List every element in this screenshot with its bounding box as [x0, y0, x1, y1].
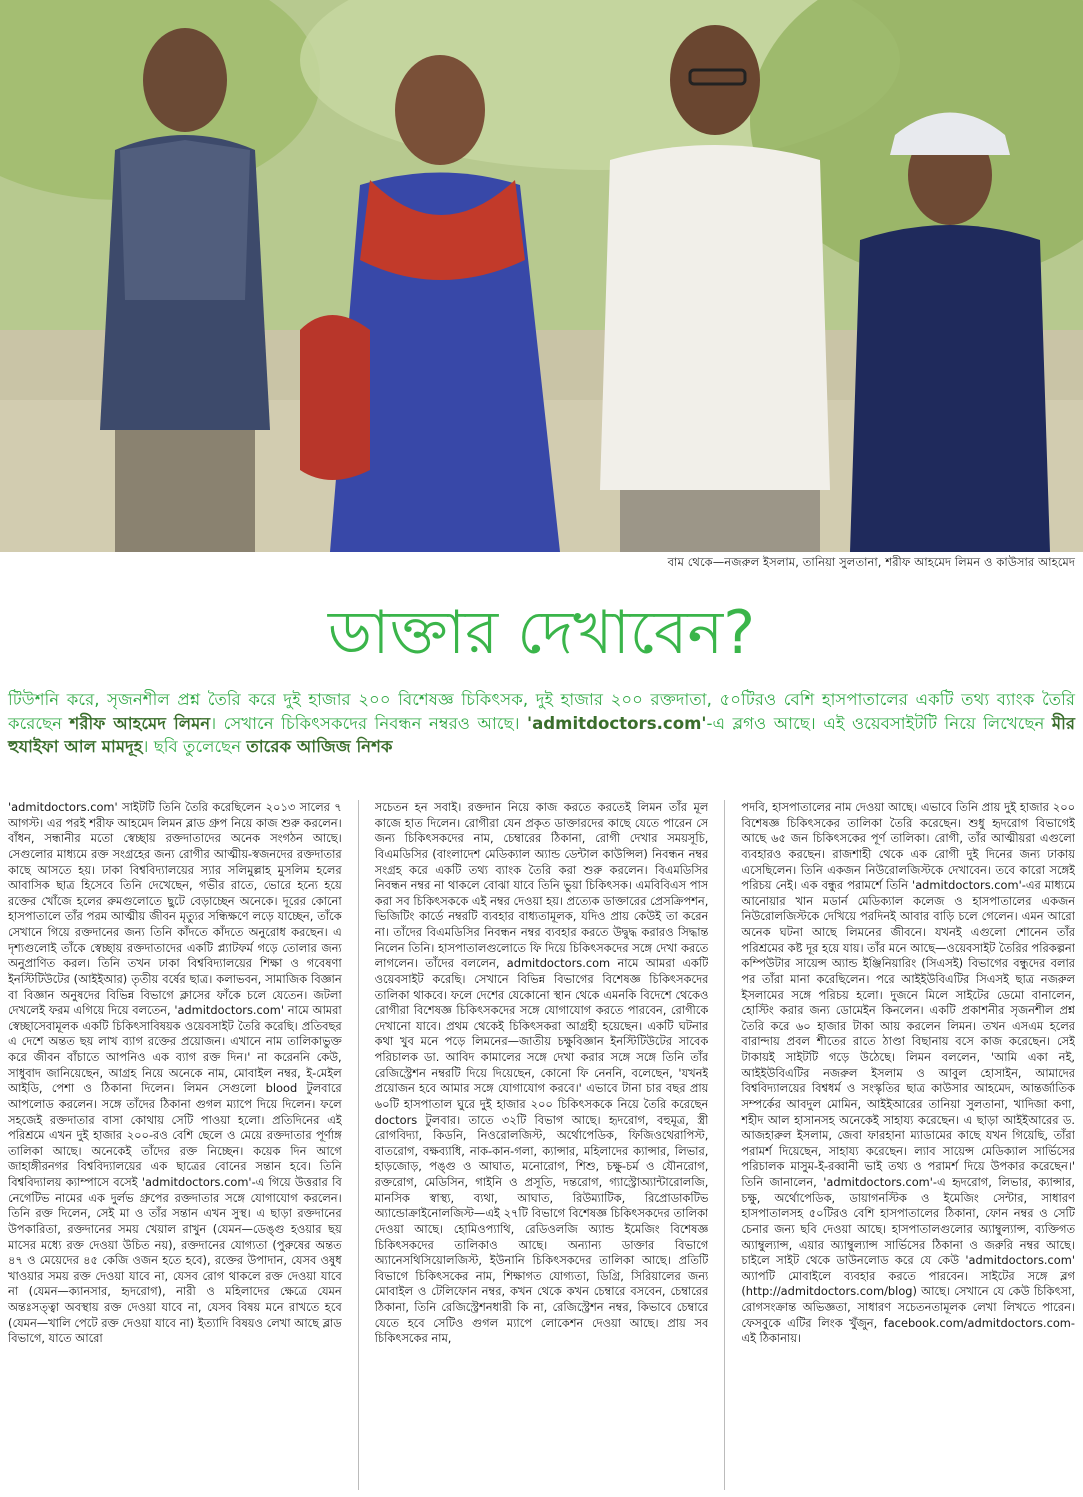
column-1-text: 'admitdoctors.com' সাইটটি তিনি তৈরি করেছিলেন ২০১৩ সালের ৭ আগস্ট। এর পরই শরীফ আহমেদ লিমন ব্লাড গ্রুপ নিয়ে কাজ শুরু করলেন। বাঁধন, সন্ধানীর মতো স্বেচ্ছায় রক্তদাতাদের অনেক সংগঠন আছে। সেগুলোর মাধ্যমে রক্ত সংগ্রহের জন্য রোগীর আত্মীয়-স্বজনদের রক্তদাতার কাছে আসতে হয়। ঢাকা বিশ্ববিদ্যালয়ের স্যার সলিমুল্লাহ মুসলিম হলের আবাসিক ছাত্র হিসেবে তিনি দেখেছেন, গভীর রাতে, ভোরে হন্যে হয়ে রক্তের খোঁজে হলের রুমগুলোতে ছুটে বেড়াচ্ছেন অনেকে। দূরের কোনো হাসপাতালে তাঁর পরম আত্মীয় জীবন মৃত্যুর সন্ধিক্ষণে লড়ে যাচ্ছেন, তাঁকে সেখানে গিয়ে রক্তদানের জন্য তিনি কাঁদতে কাঁদতে অনুরোধ করছেন। এ দৃশ্যগুলোই তাঁকে স্বেচ্ছায় রক্তদাতাদের একটি প্ল্যাটফর্ম গড়ে তোলার জন্য অনুপ্রাণিত করল। তিনি তখন ঢাকা বিশ্ববিদ্যালয়ের শিক্ষা ও গবেষণা ইনস্টিটিউটের (আইইআর) তৃতীয় বর্ষের ছাত্র। কলাভবন, সামাজিক বিজ্ঞান বা বিজ্ঞান অনুষদের বিভিন্ন বিভাগে ক্লাসের ফাঁকে চলে যেতেন। জটলা দেখলেই ফরম এগিয়ে দিয়ে বলতেন, 'admitdoctors.com' নামে আমরা স্বেচ্ছাসেবামূলক একটি চিকিৎসাবিষয়ক ওয়েবসাইট তৈরি করেছি। প্রতিবছর এ দেশে অন্তত ছয় লাখ ব্যাগ রক্তের প্রয়োজন। এখানে নাম তালিকাভুক্ত করে জীবন বাঁচাতে আপনিও এক ব্যাগ রক্ত দিন।' না করেননি কেউ, সাধুবাদ জানিয়েছেন, আগ্রহ নিয়ে অনেকে নাম, মোবাইল নম্বর, ই-মেইল আইডি, পেশা ও ঠিকানা দিলেন। লিমন সেগুলো blood টুলবারে আপলোড করলেন। সঙ্গে তাঁদের ঠিকানা গুগল ম্যাপে দিয়ে দিলেন। ফলে সহজেই রক্তদাতার বাসা কোথায় সেটি পাওয়া হলো। প্রতিদিনের এই পরিশ্রমে এখন দুই হাজার ২০০-রও বেশি ছেলে ও মেয়ে রক্তদাতার পূর্ণাঙ্গ তালিকা আছে। অনেকেই তাঁদের রক্ত নিচ্ছেন। কয়েক দিন আগে জাহাঙ্গীরনগর বিশ্ববিদ্যালয়ের এক ছাত্রের বোনের সন্তান হবে। তিনি বিশ্ববিদ্যালয় ক্যাম্পাসে বসেই 'admitdoctors.com'-এ গিয়ে উত্তরার বি নেগেটিভ নামের এক দুর্লভ গ্রুপের রক্তদাতার সঙ্গে যোগাযোগ করলেন। তিনি রক্ত দিলেন, সেই মা ও তাঁর সন্তান এখন সুস্থ। এ ছাড়া রক্তদানের উপকারিতা, রক্তদানের সময় খেয়াল রাখুন (যেমন—ডেঙ্গু হওয়ার ছয় মাসের মধ্যে রক্ত দেওয়া উচিত নয়), রক্তদানের যোগ্যতা (পুরুষের অন্তত ৪৭ ও মেয়েদের ৪৫ কেজি ওজন হতে হবে), রক্তের উপাদান, যেসব ওষুধ খাওয়ার সময় রক্ত দেওয়া যাবে না, যেসব রোগ থাকলে রক্ত দেওয়া যাবে না (যেমন—ক্যানসার, হৃদরোগ), নারী ও মহিলাদের ক্ষেত্রে যেমন অন্তঃসত্ত্বা অবস্থায় রক্ত দেওয়া যাবে না, যেসব বিষয় মনে রাখতে হবে (যেমন—খালি পেটে রক্ত দেওয়া যাবে না) ইত্যাদি বিষয়ও লেখা আছে ব্লাড বিভাগে, যাতে আরো — [8, 800, 342, 1346]
article-column-3 — [741, 800, 1075, 1490]
article-body — [8, 800, 1075, 1490]
column-divider — [358, 800, 359, 1490]
intro-text-3: -এ ব্লগও আছে। এই ওয়েবসাইটটি নিয়ে লিখেছেন — [706, 713, 1052, 733]
column-divider — [724, 800, 725, 1490]
intro-text-2: । সেখানে চিকিৎসকদের নিবন্ধন নম্বরও আছে। — [210, 713, 527, 733]
group-photo — [0, 0, 1083, 552]
intro-text-1: টিউশনি করে, সৃজনশীল প্রশ্ন তৈরি করে দুই হাজার ২০০ বিশেষজ্ঞ চিকিৎসক, দুই হাজার ২০০ রক্তদাতা, ৫০টিরও বেশি হাসপাতালের একটি তথ্য ব্যাংক তৈরি করেছেন — [8, 690, 1075, 733]
column-3-text: পদবি, হাসপাতালের নাম দেওয়া আছে। এভাবে তিনি প্রায় দুই হাজার ২০০ বিশেষজ্ঞ চিকিৎসকের তালিকা তৈরি করেছেন। শুধু হৃদরোগ বিভাগেই আছে ৬৫ জন চিকিৎসকের পূর্ণ তালিকা। রোগী, তাঁর আত্মীয়রা এগুলো ব্যবহারও করছেন। রাজশাহী থেকে এক রোগী দুই দিনের জন্য ঢাকায় এসেছিলেন। তিনি একজন নিউরোলজিস্টকে দেখাবেন। তবে কারো সঙ্গেই পরিচয় নেই। এক বন্ধুর পরামর্শে তিনি 'admitdoctors.com'-এর মাধ্যমে আনোয়ার খান মডার্ন মেডিক্যাল কলেজ ও হাসপাতালের একজন নিউরোলজিস্টকে দেখিয়ে পরদিনই আবার বাড়ি চলে গেলেন। এমন আরো অনেক ঘটনা আছে লিমনের জীবনে। যখনই এগুলো শোনেন তাঁর পরিশ্রমের কষ্ট দূর হয়ে যায়। তাঁর মনে আছে—ওয়েবসাইট তৈরির পরিকল্পনা কম্পিউটার সায়েন্স অ্যান্ড ইঞ্জিনিয়ারিং (সিএসই) বিভাগের বন্ধুদের বলার পর তাঁরা মানা করেছিলেন। পরে আইইউবিএটির সিএসই ছাত্র নজরুল ইসলামের সঙ্গে পরিচয় হলো। দুজনে মিলে সাইটের ডেমো বানালেন, হোস্টিং করার জন্য ডোমেইন কিনলেন। একটি প্রকাশনীর সৃজনশীল প্রশ্ন তৈরি করে ৬০ হাজার টাকা আয় করলেন লিমন। তখন এসএম হলের বারান্দায় প্রবল শীতের রাতে ঠাণ্ডা বিছানায় বসে কাজ করেছেন। সেই টাকায়ই সাইটটি গড়ে উঠেছে। লিমন বললেন, 'আমি একা নই, আইইউবিএটির নজরুল ইসলাম ও আবুল হোসাইন, আমাদের বিশ্ববিদ্যালয়ের বিশ্বধর্ম ও সংস্কৃতির ছাত্র কাউসার আহমেদ, আন্তর্জাতিক সম্পর্কের আবদুল মোমিন, আইইআরের তানিয়া সুলতানা, খাদিজা কণা, শহীদ আল হাসানসহ অনেকেই সাহায্য করেছেন। এ ছাড়া আইইআরের ড. আজহারুল ইসলাম, জেবা ফারহানা ম্যাডামের কাছে যখন গিয়েছি, তাঁরা পরামর্শ দিয়েছেন, সাহায্য করেছেন। ল্যাব সায়েন্স মেডিক্যাল সার্ভিসের পরিচালক মাসুম-ই-রব্বানী ভাই তথ্য ও পরামর্শ দিয়ে উপকার করেছেন।' তিনি জানালেন, 'admitdoctors.com'-এ হৃদরোগ, লিভার, ক্যান্সার, চক্ষু, অর্থোপেডিক, ডায়াগনস্টিক ও ইমেজিং সেন্টার, সাধারণ হাসপাতালসহ ৫০টিরও বেশি হাসপাতালের ঠিকানা, ফোন নম্বর ও সেটি চেনার জন্য ছবি দেওয়া আছে। হাসপাতালগুলোর অ্যাম্বুল্যান্স, ব্যক্তিগত অ্যাম্বুল্যান্স, এয়ার অ্যাম্বুল্যান্স সার্ভিসের ঠিকানা ও জরুরি নম্বর আছে। চাইলে সাইট থেকে ডাউনলোড করে যে কেউ 'admitdoctors.com' অ্যাপটি মোবাইলে ব্যবহার করতে পারবেন। সাইটের সঙ্গে ব্লগ (http://admitdoctors.com/blog) আছে। সেখানে যে কেউ চিকিৎসা, রোগসংক্রান্ত অভিজ্ঞতা, সাধারণ সচেতনতামূলক লেখা লিখতে পারেন। ফেসবুকে এটির লিংক খুঁজুন, facebook.com/admitdoctors.com-এই ঠিকানায়। — [741, 800, 1076, 1346]
headline: ডাক্তার দেখাবেন? — [327, 598, 756, 668]
photo-caption: বাম থেকে—নজরুল ইসলাম, তানিয়া সুলতানা, শরীফ আহমেদ লিমন ও কাউসার আহমেদ — [667, 555, 1075, 569]
intro-text-4: । ছবি তুলেছেন — [142, 737, 247, 757]
intro-paragraph — [8, 688, 1075, 759]
intro-site: 'admitdoctors.com' — [527, 713, 707, 733]
article-column-2 — [375, 800, 709, 1490]
article-column-1 — [8, 800, 342, 1490]
column-2-text: সচেতন হন সবাই। রক্তদান নিয়ে কাজ করতে করতেই লিমন তাঁর মূল কাজে হাত দিলেন। রোগীরা যেন প্রকৃত ডাক্তারদের কাছে যেতে পারেন সে জন্য চিকিৎসকদের নাম, চেম্বারের ঠিকানা, রোগী দেখার সময়সূচি, বিএমডিসির (বাংলাদেশ মেডিক্যাল অ্যান্ড ডেন্টাল কাউন্সিল) নিবন্ধন নম্বর সংগ্রহ করে একটি তথ্য ব্যাংক তৈরি করা শুরু করলেন। বিএমডিসির নিবন্ধন নম্বর না থাকলে বোঝা যাবে তিনি ভুয়া চিকিৎসক। এমবিবিএস পাস করা সব চিকিৎসককে এই নম্বর দেওয়া হয়। প্রত্যেক ডাক্তারের প্রেসক্রিপশন, ভিজিটিং কার্ডে নম্বরটি ব্যবহার বাধ্যতামূলক, যদিও প্রায় কেউই তা করেন না। তাঁদের বিএমডিসির নিবন্ধন নম্বর ব্যবহার করতে উদ্বুদ্ধ করারও সিদ্ধান্ত নিলেন তিনি। হাসপাতালগুলোতে ফি দিয়ে চিকিৎসকদের সঙ্গে দেখা করতে লাগলেন। তাঁদের বললেন, admitdoctors.com নামে আমরা একটি ওয়েবসাইট করেছি। সেখানে বিভিন্ন বিভাগের বিশেষজ্ঞ চিকিৎসকদের তালিকা থাকবে। ফলে দেশের যেকোনো স্থান থেকে এমনকি বিদেশে থেকেও রোগীরা বিশেষজ্ঞ চিকিৎসকদের সঙ্গে যোগাযোগ করতে পারবেন, রোগীকে দেখানো যাবে। প্রথম থেকেই চিকিৎসকরা আগ্রহী হয়েছেন। একটি ঘটনার কথা খুব মনে পড়ে লিমনের—জাতীয় চক্ষুবিজ্ঞান ইনস্টিটিউটের সাবেক পরিচালক ডা. আবিদ কামালের সঙ্গে দেখা করার সঙ্গে সঙ্গে তিনি তাঁর রেজিস্ট্রেশন নম্বরটি দিয়ে দিয়েছেন, কোনো ফি নেননি, বলেছেন, 'যখনই প্রয়োজন হবে আমার সঙ্গে যোগাযোগ করবে।' এভাবে টানা চার বছর প্রায় ৬০টি হাসপাতাল ঘুরে দুই হাজার ২০০ চিকিৎসককে নিয়ে তৈরি করেছেন doctors টুলবার। তাতে ৩২টি বিভাগ আছে। হৃদরোগ, বহুমূত্র, স্ত্রী রোগবিদ্যা, কিডনি, নিওরোলজিস্ট, অর্থোপেডিক, ফিজিওথেরাপিস্ট, বাতরোগ, বক্ষব্যাধি, নাক-কান-গলা, ক্যান্সার, মহিলাদের ক্যান্সার, লিভার, হাড়জোড়, পঙ্গু ও আঘাত, মনোরোগ, শিশু, চক্ষু-চর্ম ও যৌনরোগ, রক্তরোগ, মেডিসিন, গাইনি ও প্রসূতি, দন্তরোগ, গ্যাস্ট্রোঅ্যান্টারোলজি, মানসিক স্বাস্থ্য, ব্যথা, আঘাত, রিউম্যাটিক, রিপ্রোডাকটিভ অ্যান্ডোক্রাইনোলজিস্ট—এই ২৭টি বিভাগে বিশেষজ্ঞ চিকিৎসকদের তালিকা দেওয়া আছে। হোমিওপ্যাথি, রেডিওলজি অ্যান্ড ইমেজিং বিশেষজ্ঞ চিকিৎসকদের তালিকাও আছে। অন্যান্য ডাক্তার বিভাগে অ্যানেসথিসিয়োলজিস্ট, ইউনানি চিকিৎসকদের তালিকা আছে। প্রতিটি বিভাগে চিকিৎসকের নাম, শিক্ষাগত যোগ্যতা, ডিগ্রি, সিরিয়ালের জন্য মোবাইল ও টেলিফোন নম্বর, কখন থেকে কখন চেম্বারে বসবেন, চেম্বারের ঠিকানা, তিনি রেজিস্ট্রেশনধারী কি না, রেজিস্ট্রেশন নম্বর, কিভাবে চেম্বারে যেতে হবে সেটিও গুগল ম্যাপে লোকেশন দেওয়া আছে। প্রায় সব চিকিৎসকের নাম, — [374, 800, 709, 1346]
intro-name-1: শরীফ আহমেদ লিমন — [69, 713, 211, 733]
intro-name-2: মীর হুযাইফা আল মামদূহ — [8, 713, 1076, 757]
intro-name-3: তারেক আজিজ নিশক — [246, 737, 393, 757]
